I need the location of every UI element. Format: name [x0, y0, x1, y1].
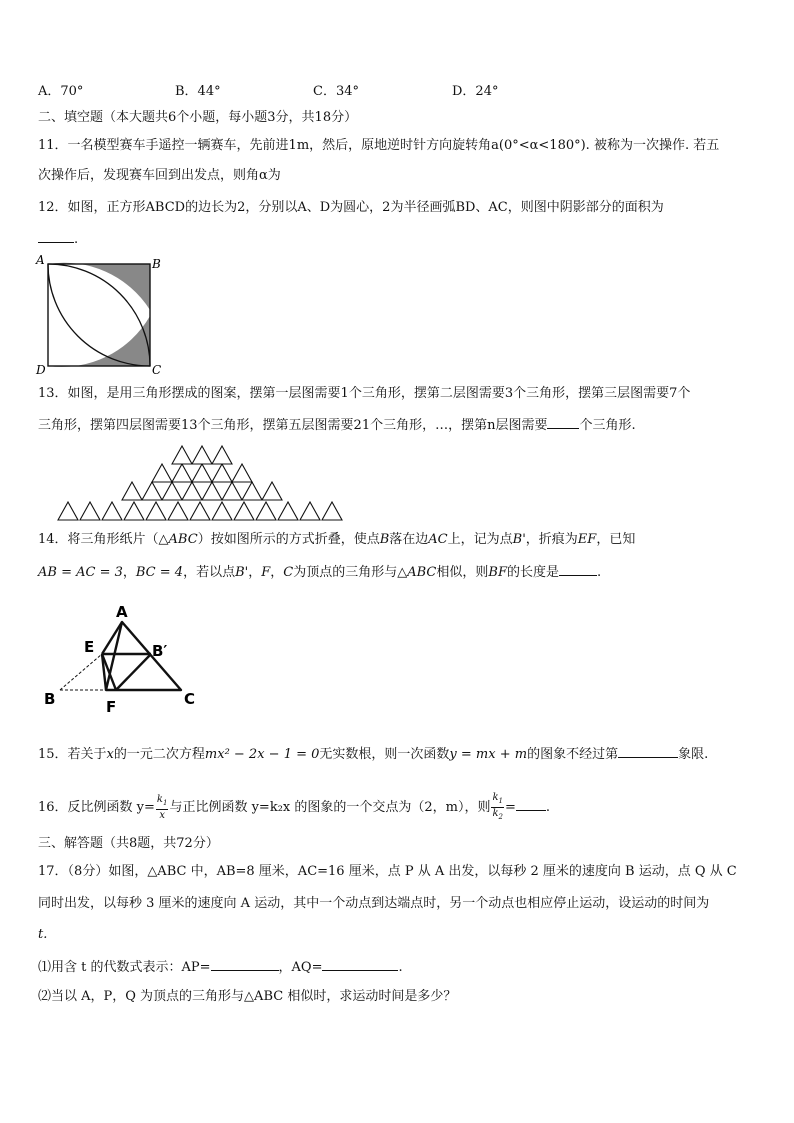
- text: ⑴用含 t 的代数式表示：AP=: [38, 960, 211, 975]
- math: AB = AC = 3: [38, 565, 123, 580]
- math: F: [261, 565, 271, 580]
- text: 与正比例函数 y=k₂x 的图象的一个交点为（2，m），则: [169, 800, 491, 815]
- k: k: [492, 808, 499, 819]
- segment-fb-prime: [116, 654, 151, 690]
- triangle: [192, 446, 212, 464]
- period: .: [398, 960, 403, 975]
- math: C: [283, 565, 294, 580]
- text: ）按如图所示的方式折叠，使点: [197, 532, 380, 547]
- text: ，已知: [596, 532, 636, 547]
- q17-sub1: [38, 956, 403, 978]
- q14-line2: [38, 561, 601, 583]
- fraction-k1-over-k2: [491, 792, 504, 823]
- label-e: E: [84, 638, 95, 656]
- triangle: [58, 502, 78, 520]
- triangle: [222, 482, 242, 500]
- text: 为顶点的三角形与: [293, 565, 398, 580]
- q17-line1: 17．（8分）如图，△ABC 中，AB=8 厘米，AC=16 厘米，点 P 从 A 出发，以每秒 2 厘米的速度向 B 运动，点 Q 从 C: [38, 864, 737, 879]
- text: ，: [248, 565, 262, 580]
- label-b: B: [152, 257, 161, 271]
- triangle: [142, 482, 162, 500]
- period: .: [597, 565, 602, 580]
- q13-line1: 13．如图，是用三角形摆成的图案，摆第一层图需要1个三角形，摆第二层图需要3个三角形，摆第三层图需要7个: [38, 386, 691, 401]
- text: ，AQ=: [278, 960, 323, 975]
- fraction-k1-over-x: [156, 794, 169, 821]
- answer-blank[interactable]: [547, 414, 579, 429]
- text: 相似，则: [436, 565, 489, 580]
- label-a: A: [36, 253, 45, 267]
- triangle: [212, 464, 232, 482]
- answer-blank[interactable]: [38, 228, 74, 243]
- choice-d: D．24°: [452, 84, 499, 99]
- label-f: F: [106, 698, 117, 716]
- text: 16．反比例函数 y=: [38, 800, 155, 815]
- math: BF: [488, 565, 507, 580]
- math: AC: [428, 532, 448, 547]
- answer-blank-aq[interactable]: [322, 956, 398, 971]
- label-b-prime: B′: [152, 642, 168, 660]
- triangle: [212, 502, 232, 520]
- k: k: [156, 794, 163, 805]
- subscript: 2: [498, 813, 504, 821]
- triangle: [192, 464, 212, 482]
- triangle: [172, 464, 192, 482]
- text: 的长度是: [506, 565, 559, 580]
- shaded-region-top: [48, 263, 150, 310]
- section-heading-fill-in: 二、填空题（本大题共6个小题，每小题3分，共18分）: [38, 110, 358, 125]
- q17-line2: 同时出发，以每秒 3 厘米的速度向 A 运动，其中一个动点到达端点时，另一个动点也相应停止运动，设运动的时间为: [38, 896, 710, 911]
- label-c: C: [152, 363, 162, 376]
- triangle: [234, 502, 254, 520]
- q12-line1: 12．如图，正方形ABCD的边长为2，分别以A、D为圆心，2为半径画弧BD、AC，则图中阴影部分的面积为: [38, 200, 664, 215]
- dashed-eb: [60, 654, 102, 690]
- triangle: [182, 482, 202, 500]
- text: 无实数根，则一次函数: [319, 747, 450, 762]
- answer-blank[interactable]: [559, 561, 597, 576]
- text: 上，记为点: [447, 532, 513, 547]
- math: EF: [577, 532, 597, 547]
- text: 的一元二次方程: [113, 747, 205, 762]
- triangle: [152, 464, 172, 482]
- math: BC = 4: [135, 565, 184, 580]
- q13-line2-end: 个三角形.: [579, 418, 636, 433]
- answer-blank-ap[interactable]: [211, 956, 279, 971]
- answer-blank[interactable]: [516, 796, 546, 811]
- choice-c: C．34°: [313, 84, 359, 99]
- q16-line: [38, 792, 550, 823]
- triangle: [242, 482, 262, 500]
- k: k: [492, 792, 499, 803]
- text: 15．若关于: [38, 747, 107, 762]
- q13-triangles-figure: [56, 440, 346, 524]
- q17-line3: t.: [38, 927, 48, 942]
- math: △ABC: [158, 532, 198, 547]
- text: 14．将三角形纸片（: [38, 532, 159, 547]
- triangle: [80, 502, 100, 520]
- q12-line2: [38, 228, 78, 250]
- choice-a: A．70°: [38, 84, 84, 99]
- text: ，若以点: [183, 565, 236, 580]
- q15-line: [38, 743, 708, 765]
- text: 的图象不经过第: [527, 747, 619, 762]
- q12-square-figure: [32, 252, 172, 376]
- triangle: [322, 502, 342, 520]
- answer-blank[interactable]: [618, 743, 678, 758]
- q14-line1: [38, 530, 635, 550]
- shaded-region-bottom: [48, 316, 150, 367]
- triangle: [232, 464, 252, 482]
- label-c: C: [184, 690, 196, 708]
- triangle: [162, 482, 182, 500]
- text: 落在边: [389, 532, 429, 547]
- triangle: [102, 502, 122, 520]
- triangle: [278, 502, 298, 520]
- text: 象限.: [678, 747, 709, 762]
- math: B': [235, 565, 249, 580]
- text: ，: [122, 565, 136, 580]
- triangle: [300, 502, 320, 520]
- triangle: [190, 502, 210, 520]
- triangle: [124, 502, 144, 520]
- x: x: [159, 810, 165, 821]
- label-d: D: [36, 363, 46, 376]
- label-a: A: [116, 603, 128, 621]
- q13-line2: [38, 414, 636, 436]
- triangle: [168, 502, 188, 520]
- choice-b: B．44°: [175, 84, 221, 99]
- q11-line1: 11．一名模型赛车手遥控一辆赛车，先前进1m，然后，原地逆时针方向旋转角a(0°<α<180°). 被称为一次操作. 若五: [38, 138, 720, 153]
- math: △ABC: [397, 565, 437, 580]
- text: ，: [270, 565, 284, 580]
- triangle: [262, 482, 282, 500]
- triangle: [122, 482, 142, 500]
- q17-sub2: ⑵当以 A，P，Q 为顶点的三角形与△ABC 相似时，求运动时间是多少？: [38, 989, 457, 1004]
- math: B: [379, 532, 390, 547]
- subscript: 1: [498, 797, 504, 805]
- section-heading-solve: 三、解答题（共8题，共72分）: [38, 836, 219, 851]
- label-b: B: [44, 690, 56, 708]
- text: ，折痕为: [525, 532, 578, 547]
- q14-triangle-fold-figure: [38, 600, 208, 716]
- triangle: [212, 446, 232, 464]
- period: .: [74, 232, 79, 247]
- math: B': [512, 532, 526, 547]
- triangle-abc-right-part: [106, 622, 181, 690]
- q13-line2-text: 三角形，摆第四层图需要13个三角形，摆第五层图需要21个三角形，…，摆第n层图需要: [38, 418, 548, 433]
- triangle: [256, 502, 276, 520]
- triangle: [146, 502, 166, 520]
- math: y = mx + m: [449, 747, 528, 762]
- subscript: 1: [162, 799, 168, 807]
- q11-line2: 次操作后，发现赛车回到出发点，则角α为: [38, 168, 281, 183]
- math: mx² − 2x − 1 = 0: [204, 747, 320, 762]
- triangle: [202, 482, 222, 500]
- period: .: [545, 800, 551, 815]
- triangle: [172, 446, 192, 464]
- math: x: [106, 747, 114, 762]
- equals: =: [505, 800, 516, 815]
